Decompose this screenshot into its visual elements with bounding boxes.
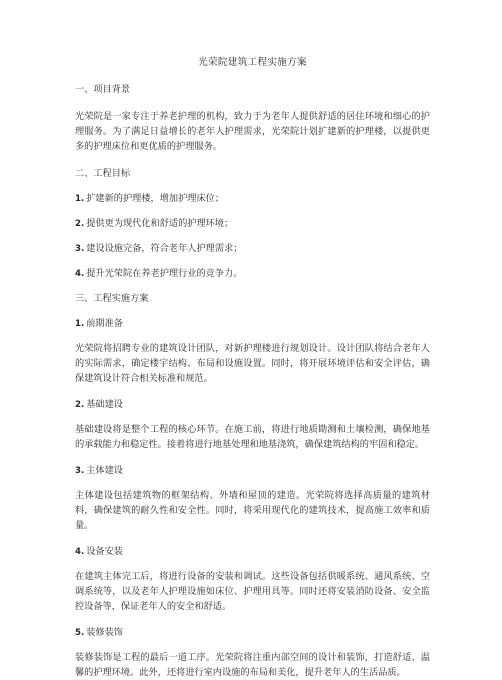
subsection-title (75, 318, 430, 330)
subsection-title (75, 465, 430, 477)
goal-item-text: 提供更为现代化和舒适的护理环境； (86, 218, 234, 229)
subsection-number: 1. (75, 319, 85, 329)
goal-item-number: 1. (75, 194, 85, 204)
goal-item (75, 268, 430, 280)
paragraph-background: 光荣院是一家专注于养老护理的机构，致力于为老年人提供舒适的居住环境和细心的护理服务。为了满足日益增长的老年人护理需求，光荣院计划扩建新的护理楼，以提供更多的护理床位和更优质的护理服务。 (75, 111, 430, 152)
section-heading-plan: 三、工程实施方案 (75, 293, 149, 304)
subsection-paragraph: 光荣院将招聘专业的建筑设计团队，对新护理楼进行规划设计。设计团队将结合老年人的实际需求，确定楼宇结构、布局和设施设置。同时，将开展环境评估和安全评估，确保建筑设计符合相关标准和规范。 (75, 343, 430, 384)
section-heading-background: 一、项目背景 (75, 84, 131, 95)
subsection-title (75, 627, 430, 639)
goal-item (75, 243, 430, 255)
subsection-number: 3. (75, 466, 85, 476)
subsection-number: 4. (75, 547, 85, 557)
subsection-title (75, 546, 430, 558)
subsection-title-text: 主体建设 (86, 465, 123, 476)
subsection-paragraph: 基础建设将是整个工程的核心环节。在施工前，将进行地质勘测和土壤检测，确保地基的承载能力和稳定性。接着将进行地基处理和地基浇筑，确保建筑结构的牢固和稳定。 (75, 424, 430, 450)
goal-item-text: 建设设施完备，符合老年人护理需求； (86, 243, 243, 254)
subsection-number: 2. (75, 400, 85, 410)
goal-item-number: 2. (75, 219, 85, 229)
document-title: 光荣院建筑工程实施方案 (198, 57, 307, 68)
goal-item-number: 4. (75, 269, 85, 279)
goal-item-text: 提升光荣院在养老护理行业的竞争力。 (86, 268, 243, 279)
subsection-paragraph: 主体建设包括建筑物的框架结构、外墙和屋顶的建造。光荣院将选择高质量的建筑材料，确保建筑的耐久性和安全性。同时，将采用现代化的建筑技术，提高施工效率和质量。 (75, 490, 430, 531)
subsection-title-text: 基础建设 (86, 399, 123, 410)
goal-item (75, 218, 430, 230)
subsection-number: 5. (75, 628, 85, 638)
subsection-title-text: 前期准备 (86, 318, 123, 329)
goal-item-text: 扩建新的护理楼，增加护理床位； (86, 193, 225, 204)
subsection-paragraph: 装修装饰是工程的最后一道工序。光荣院将注重内部空间的设计和装饰，打造舒适、温馨的护理环境。此外，还将进行室内设施的布局和美化，提升老年人的生活品质。 (75, 652, 430, 678)
subsection-title-text: 装修装饰 (86, 627, 123, 638)
goal-item-number: 3. (75, 244, 85, 254)
goal-item (75, 193, 430, 205)
subsection-title (75, 399, 430, 411)
section-heading-goals: 二、工程目标 (75, 168, 131, 179)
subsection-title-text: 设备安装 (86, 546, 123, 557)
subsection-paragraph: 在建筑主体完工后，将进行设备的安装和调试。这些设备包括供暖系统、通风系统、空调系统等，以及老年人护理设施如床位、护理用具等。同时还将安装消防设备、安全监控设备等，保证老年人的安全和舒适。 (75, 571, 430, 612)
